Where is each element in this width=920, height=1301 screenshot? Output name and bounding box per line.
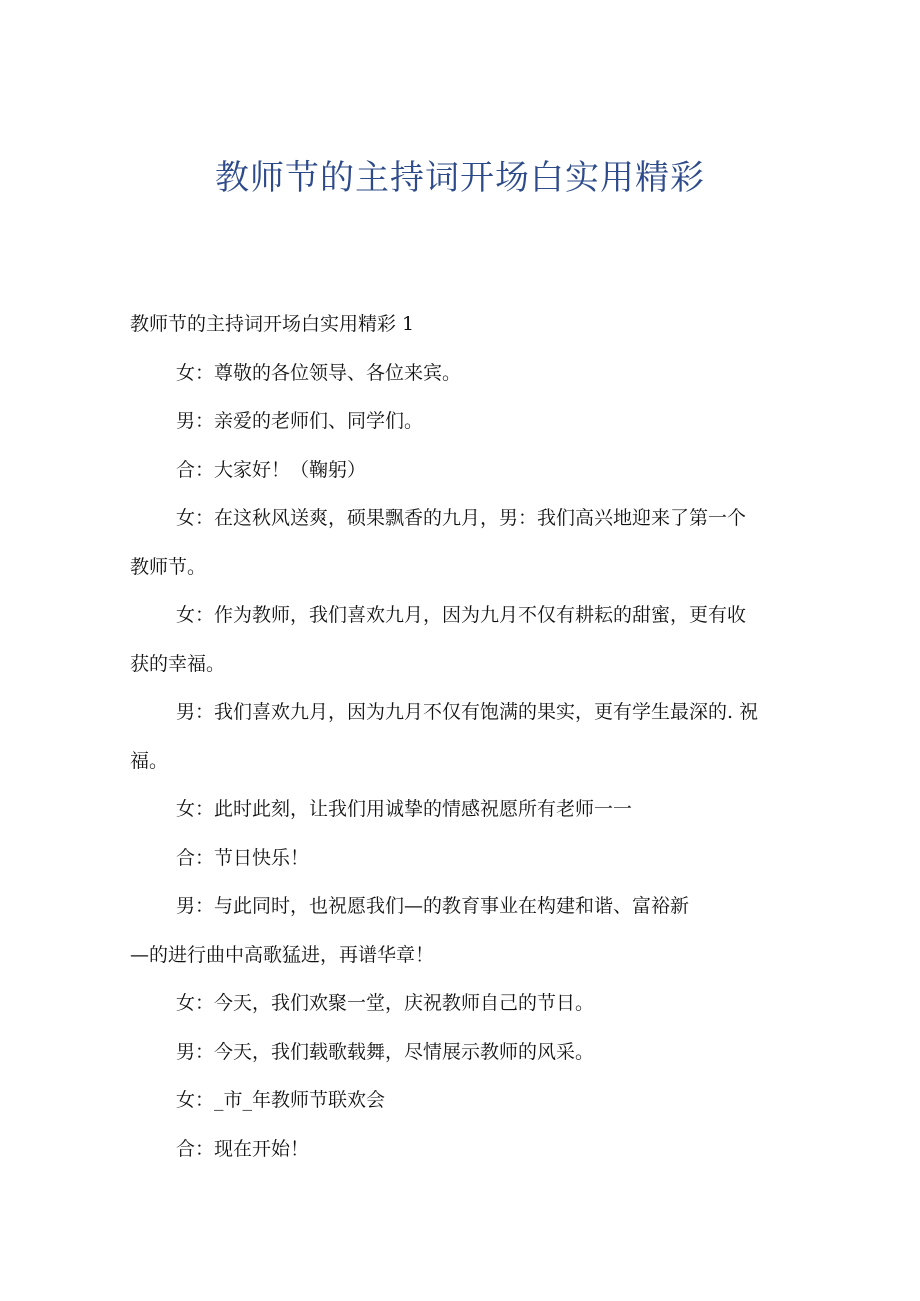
paragraph-line: 女：此时此刻，让我们用诚挚的情感祝愿所有老师一一: [176, 798, 633, 820]
paragraph-line: 教师节。: [130, 555, 207, 578]
section-heading: 教师节的主持词开场白实用精彩 1: [130, 313, 415, 335]
paragraph-line: 男：亲爱的老师们、同学们。: [176, 410, 424, 432]
paragraph-line: —的进行曲中高歌猛进，再谱华章！: [130, 943, 435, 966]
paragraph-line: 女：在这秋风送爽，硕果飘香的九月，男：我们高兴地迎来了第一个: [176, 507, 747, 529]
paragraph-line: 合：节日快乐！: [176, 846, 310, 869]
paragraph-line: 女：今天，我们欢聚一堂，庆祝教师自己的节日。: [176, 992, 595, 1014]
paragraph-line: 获的幸福。: [130, 652, 226, 675]
paragraph-line: 男：我们喜欢九月，因为九月不仅有饱满的果实，更有学生最深的. 祝: [176, 701, 759, 723]
paragraph-line: 福。: [130, 749, 169, 772]
paragraph-line: 女：作为教师，我们喜欢九月，因为九月不仅有耕耘的甜蜜，更有收: [176, 604, 747, 626]
paragraph-line: 合：大家好！（鞠躬）: [176, 458, 367, 481]
paragraph-line: 合：现在开始！: [176, 1137, 310, 1160]
document-title: 教师节的主持词开场白实用精彩: [215, 158, 705, 198]
paragraph-line: 女：_市_年教师节联欢会: [176, 1089, 386, 1111]
paragraph-line: 男：与此同时，也祝愿我们—的教育事业在构建和谐、富裕新: [176, 895, 690, 917]
paragraph-line: 女：尊敬的各位领导、各位来宾。: [176, 361, 462, 384]
paragraph-line: 男：今天，我们载歌载舞，尽情展示教师的风采。: [176, 1040, 595, 1063]
document-body: [130, 300, 790, 1173]
